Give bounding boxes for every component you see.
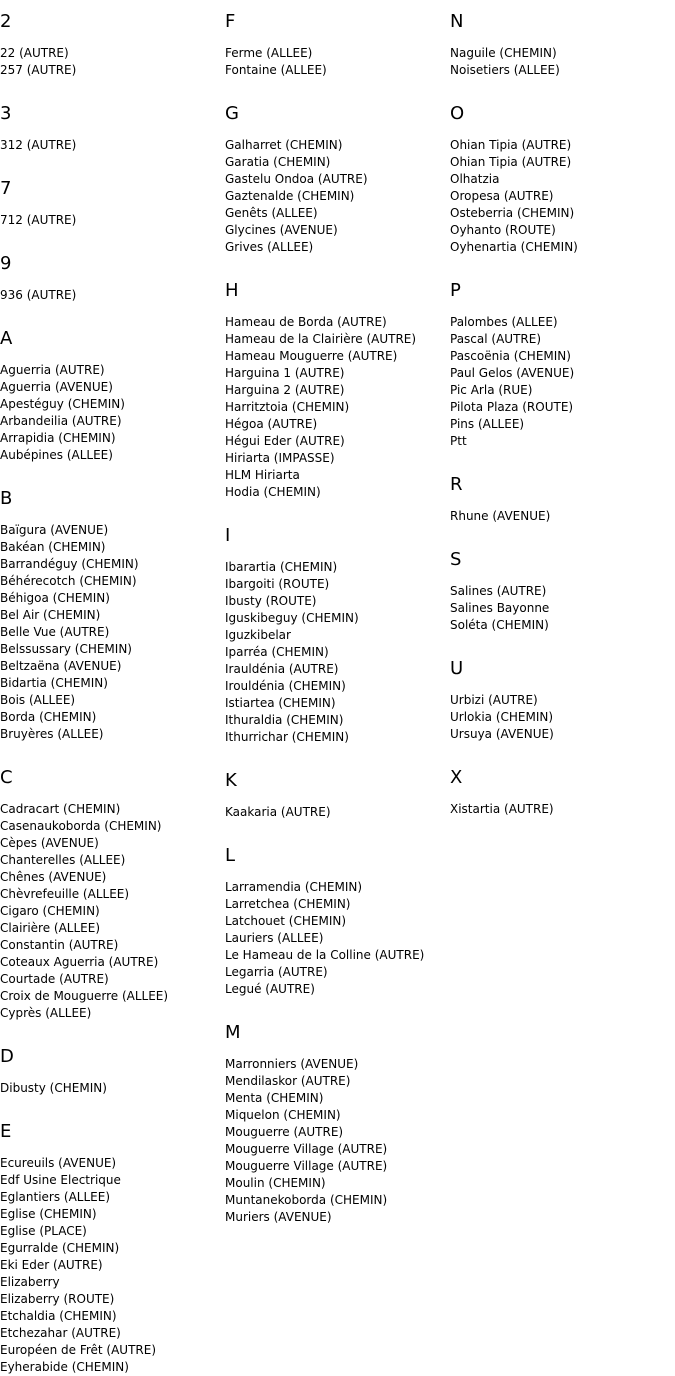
street-link[interactable]: Hégoa (AUTRE) [225, 417, 318, 431]
section-letter-heading: P [450, 280, 461, 301]
street-list [0, 522, 225, 743]
section-letter-heading: F [225, 11, 236, 32]
street-link[interactable]: Mouguerre Village (AUTRE) [225, 1159, 388, 1173]
street-link[interactable]: Bakéan (CHEMIN) [0, 540, 106, 554]
street-link[interactable]: Kaakaria (AUTRE) [225, 805, 331, 819]
street-link[interactable]: Eglise (PLACE) [0, 1224, 87, 1238]
street-list [225, 137, 450, 256]
street-link[interactable]: Galharret (CHEMIN) [225, 138, 343, 152]
street-link[interactable]: Ferme (ALLEE) [225, 46, 313, 60]
street-list [225, 314, 450, 501]
street-link[interactable]: Ursuya (AVENUE) [450, 727, 554, 741]
letter-section [225, 102, 450, 256]
street-list [225, 1056, 450, 1226]
street-link[interactable]: 936 (AUTRE) [0, 288, 77, 302]
street-link[interactable]: Iguzkibelar [225, 628, 291, 642]
street-link[interactable]: Gaztenalde (CHEMIN) [225, 189, 355, 203]
street-link[interactable]: Edf Usine Electrique [0, 1173, 121, 1187]
section-gap [0, 229, 225, 252]
section-letter-heading: C [0, 767, 13, 788]
street-link[interactable]: Eglantiers (ALLEE) [0, 1190, 111, 1204]
section-gap [225, 746, 450, 769]
street-link[interactable]: Noisetiers (ALLEE) [450, 63, 560, 77]
street-list [0, 287, 225, 304]
street-list [0, 801, 225, 1022]
street-link[interactable]: Pascal (AUTRE) [450, 332, 542, 346]
street-list [0, 212, 225, 229]
section-letter-heading: E [0, 1121, 12, 1142]
street-link[interactable]: Béhérecotch (CHEMIN) [0, 574, 137, 588]
section-letter-heading: G [225, 103, 239, 124]
street-link[interactable]: Casenaukoborda (CHEMIN) [0, 819, 162, 833]
street-link[interactable]: Hégui Eder (AUTRE) [225, 434, 345, 448]
letter-section [450, 473, 675, 525]
street-link[interactable]: Beltzaëna (AVENUE) [0, 659, 122, 673]
section-letter-heading: X [450, 767, 463, 788]
street-link[interactable]: Hameau Mouguerre (AUTRE) [225, 349, 398, 363]
section-gap [225, 821, 450, 844]
section-letter-heading: O [450, 103, 465, 124]
letter-section [0, 252, 225, 304]
street-link[interactable]: Borda (CHEMIN) [0, 710, 97, 724]
street-link[interactable]: Cyprès (ALLEE) [0, 1006, 92, 1020]
letter-section [450, 279, 675, 450]
letter-section [450, 10, 675, 79]
street-list [450, 45, 675, 79]
street-list [225, 804, 450, 821]
street-link[interactable]: Iparréa (CHEMIN) [225, 645, 329, 659]
street-link[interactable]: Ibarartia (CHEMIN) [225, 560, 338, 574]
street-link[interactable]: Ibusty (ROUTE) [225, 594, 317, 608]
street-link[interactable]: Menta (CHEMIN) [225, 1091, 324, 1105]
street-link[interactable]: Ecureuils (AVENUE) [0, 1156, 117, 1170]
street-link[interactable]: Soléta (CHEMIN) [450, 618, 549, 632]
street-link[interactable]: 257 (AUTRE) [0, 63, 77, 77]
street-link[interactable]: Cèpes (AVENUE) [0, 836, 99, 850]
street-link[interactable]: Urbizi (AUTRE) [450, 693, 538, 707]
section-gap [225, 256, 450, 279]
letter-section [450, 657, 675, 743]
letter-section [225, 844, 450, 998]
street-link[interactable]: Gastelu Ondoa (AUTRE) [225, 172, 368, 186]
section-gap [225, 79, 450, 102]
street-link[interactable]: Naguile (CHEMIN) [450, 46, 557, 60]
street-link[interactable]: Etchaldia (CHEMIN) [0, 1309, 117, 1323]
letter-section [450, 548, 675, 634]
letter-section [0, 327, 225, 464]
section-letter-heading: I [225, 525, 231, 546]
street-link[interactable]: Mouguerre Village (AUTRE) [225, 1142, 388, 1156]
street-link[interactable]: Apestéguy (CHEMIN) [0, 397, 125, 411]
street-link[interactable]: HLM Hiriarta [225, 468, 300, 482]
street-link[interactable]: Genêts (ALLEE) [225, 206, 318, 220]
street-link[interactable]: Legarria (AUTRE) [225, 965, 328, 979]
letter-section [0, 1045, 225, 1097]
street-link[interactable]: Chanterelles (ALLEE) [0, 853, 126, 867]
street-link[interactable]: Glycines (AVENUE) [225, 223, 338, 237]
street-link[interactable]: Paul Gelos (AVENUE) [450, 366, 575, 380]
section-letter-heading: B [0, 488, 13, 509]
street-link[interactable]: Irauldénia (AUTRE) [225, 662, 339, 676]
letter-section [0, 10, 225, 79]
street-link[interactable]: Bruyères (ALLEE) [0, 727, 104, 741]
street-index-column-2 [225, 10, 450, 1226]
section-letter-heading: N [450, 11, 464, 32]
section-letter-heading: K [225, 770, 237, 791]
street-link[interactable]: Marronniers (AVENUE) [225, 1057, 359, 1071]
street-link[interactable]: Muntanekoborda (CHEMIN) [225, 1193, 388, 1207]
street-list [225, 879, 450, 998]
street-list [450, 137, 675, 256]
street-link[interactable]: Oyhenartia (CHEMIN) [450, 240, 578, 254]
letter-section [0, 766, 225, 1022]
street-link[interactable]: Iguskibeguy (CHEMIN) [225, 611, 359, 625]
street-link[interactable]: Rhune (AVENUE) [450, 509, 551, 523]
street-link[interactable]: Mendilaskor (AUTRE) [225, 1074, 351, 1088]
street-link[interactable]: Oropesa (AUTRE) [450, 189, 554, 203]
street-link[interactable]: Latchouet (CHEMIN) [225, 914, 347, 928]
street-link[interactable]: Eyherabide (CHEMIN) [0, 1360, 129, 1374]
street-link[interactable]: Bois (ALLEE) [0, 693, 76, 707]
street-list [450, 314, 675, 450]
street-link[interactable]: Egurralde (CHEMIN) [0, 1241, 120, 1255]
section-gap [450, 634, 675, 657]
section-gap [0, 1022, 225, 1045]
street-link[interactable]: Chèvrefeuille (ALLEE) [0, 887, 130, 901]
street-link[interactable]: Hameau de Borda (AUTRE) [225, 315, 387, 329]
street-link[interactable]: Elizaberry [0, 1275, 60, 1289]
letter-section [225, 769, 450, 821]
street-link[interactable]: Arbandeilia (AUTRE) [0, 414, 122, 428]
section-gap [225, 501, 450, 524]
section-gap [0, 464, 225, 487]
street-link[interactable]: Arrapidia (CHEMIN) [0, 431, 116, 445]
street-link[interactable]: Miquelon (CHEMIN) [225, 1108, 341, 1122]
street-link[interactable]: Belssussary (CHEMIN) [0, 642, 132, 656]
street-link[interactable]: Lauriers (ALLEE) [225, 931, 324, 945]
street-list [450, 801, 675, 818]
street-link[interactable]: Clairière (ALLEE) [0, 921, 101, 935]
street-list [225, 45, 450, 79]
letter-section [225, 279, 450, 501]
street-link[interactable]: Harritztoia (CHEMIN) [225, 400, 350, 414]
letter-section [450, 766, 675, 818]
street-link[interactable]: Ibargoiti (ROUTE) [225, 577, 330, 591]
street-link[interactable]: Eglise (CHEMIN) [0, 1207, 97, 1221]
section-letter-heading: H [225, 280, 239, 301]
street-link[interactable]: Cadracart (CHEMIN) [0, 802, 121, 816]
letter-section [450, 102, 675, 256]
section-letter-heading: D [0, 1046, 14, 1067]
street-link[interactable]: Belle Vue (AUTRE) [0, 625, 110, 639]
street-link[interactable]: Fontaine (ALLEE) [225, 63, 327, 77]
street-link[interactable]: Européen de Frêt (AUTRE) [0, 1343, 157, 1357]
street-link[interactable]: Salines Bayonne [450, 601, 550, 615]
street-link[interactable]: Bidartia (CHEMIN) [0, 676, 108, 690]
letter-section [0, 1120, 225, 1376]
street-link[interactable]: Pascoënia (CHEMIN) [450, 349, 571, 363]
section-letter-heading: 2 [0, 11, 12, 32]
street-link[interactable]: Aguerria (AVENUE) [0, 380, 113, 394]
street-link[interactable]: Grives (ALLEE) [225, 240, 314, 254]
section-gap [0, 1097, 225, 1120]
section-letter-heading: R [450, 474, 463, 495]
section-letter-heading: S [450, 549, 462, 570]
section-letter-heading: U [450, 658, 464, 679]
section-gap [0, 743, 225, 766]
street-link[interactable]: Ithurrichar (CHEMIN) [225, 730, 349, 744]
street-link[interactable]: Le Hameau de la Colline (AUTRE) [225, 948, 425, 962]
street-link[interactable]: Hiriarta (IMPASSE) [225, 451, 335, 465]
section-letter-heading: 7 [0, 178, 12, 199]
street-link[interactable]: Salines (AUTRE) [450, 584, 547, 598]
street-link[interactable]: Ptt [450, 434, 467, 448]
street-link[interactable]: Harguina 1 (AUTRE) [225, 366, 345, 380]
street-index-column-1 [0, 10, 225, 1376]
street-link[interactable]: Osteberria (CHEMIN) [450, 206, 575, 220]
street-link[interactable]: Muriers (AVENUE) [225, 1210, 332, 1224]
street-link[interactable]: Palombes (ALLEE) [450, 315, 558, 329]
letter-section [0, 177, 225, 229]
street-link[interactable]: 22 (AUTRE) [0, 46, 69, 60]
street-list [0, 362, 225, 464]
street-link[interactable]: Legué (AUTRE) [225, 982, 315, 996]
letter-section [225, 10, 450, 79]
street-list [0, 137, 225, 154]
street-list [225, 559, 450, 746]
letter-section [0, 102, 225, 154]
street-link[interactable]: Etchezahar (AUTRE) [0, 1326, 121, 1340]
street-list [0, 1080, 225, 1097]
street-list [450, 508, 675, 525]
section-gap [450, 743, 675, 766]
street-link[interactable]: Chênes (AVENUE) [0, 870, 107, 884]
street-link[interactable]: Moulin (CHEMIN) [225, 1176, 326, 1190]
street-link[interactable]: Larramendia (CHEMIN) [225, 880, 363, 894]
section-gap [0, 304, 225, 327]
letter-section [0, 487, 225, 743]
street-index-column-3 [450, 10, 675, 818]
street-link[interactable]: Olhatzia [450, 172, 500, 186]
section-gap [0, 154, 225, 177]
street-link[interactable]: Larretchea (CHEMIN) [225, 897, 351, 911]
street-link[interactable]: Aguerria (AUTRE) [0, 363, 105, 377]
section-gap [0, 79, 225, 102]
street-link[interactable]: Bel Air (CHEMIN) [0, 608, 101, 622]
section-letter-heading: A [0, 328, 13, 349]
street-link[interactable]: 712 (AUTRE) [0, 213, 77, 227]
section-gap [450, 79, 675, 102]
section-gap [225, 998, 450, 1021]
section-letter-heading: 3 [0, 103, 12, 124]
street-link[interactable]: Aubépines (ALLEE) [0, 448, 113, 462]
street-link[interactable]: Irouldénia (CHEMIN) [225, 679, 346, 693]
street-link[interactable]: Dibusty (CHEMIN) [0, 1081, 107, 1095]
letter-section [225, 524, 450, 746]
street-link[interactable]: 312 (AUTRE) [0, 138, 77, 152]
street-link[interactable]: Croix de Mouguerre (ALLEE) [0, 989, 169, 1003]
street-link[interactable]: Béhigoa (CHEMIN) [0, 591, 110, 605]
street-link[interactable]: Pic Arla (RUE) [450, 383, 533, 397]
street-link[interactable]: Hodia (CHEMIN) [225, 485, 321, 499]
street-link[interactable]: Pilota Plaza (ROUTE) [450, 400, 574, 414]
street-list [450, 692, 675, 743]
street-link[interactable]: Baïgura (AVENUE) [0, 523, 109, 537]
street-link[interactable]: Eki Eder (AUTRE) [0, 1258, 103, 1272]
street-link[interactable]: Barrandéguy (CHEMIN) [0, 557, 139, 571]
section-gap [450, 256, 675, 279]
street-link[interactable]: Hameau de la Clairière (AUTRE) [225, 332, 417, 346]
street-link[interactable]: Istiartea (CHEMIN) [225, 696, 336, 710]
street-link[interactable]: Oyhanto (ROUTE) [450, 223, 556, 237]
street-link[interactable]: Garatia (CHEMIN) [225, 155, 331, 169]
section-letter-heading: M [225, 1022, 241, 1043]
street-list [0, 45, 225, 79]
street-link[interactable]: Ohian Tipia (AUTRE) [450, 138, 572, 152]
street-link[interactable]: Mouguerre (AUTRE) [225, 1125, 344, 1139]
street-link[interactable]: Xistartia (AUTRE) [450, 802, 554, 816]
street-link[interactable]: Constantin (AUTRE) [0, 938, 119, 952]
street-link[interactable]: Ohian Tipia (AUTRE) [450, 155, 572, 169]
section-letter-heading: 9 [0, 253, 12, 274]
street-link[interactable]: Harguina 2 (AUTRE) [225, 383, 345, 397]
letter-section [225, 1021, 450, 1226]
street-list [450, 583, 675, 634]
street-link[interactable]: Urlokia (CHEMIN) [450, 710, 554, 724]
street-link[interactable]: Coteaux Aguerria (AUTRE) [0, 955, 159, 969]
street-list [0, 1155, 225, 1376]
section-gap [450, 450, 675, 473]
street-link[interactable]: Courtade (AUTRE) [0, 972, 109, 986]
street-link[interactable]: Elizaberry (ROUTE) [0, 1292, 115, 1306]
street-link[interactable]: Ithuraldia (CHEMIN) [225, 713, 344, 727]
section-gap [450, 525, 675, 548]
street-link[interactable]: Cigaro (CHEMIN) [0, 904, 100, 918]
section-letter-heading: L [225, 845, 236, 866]
street-link[interactable]: Pins (ALLEE) [450, 417, 525, 431]
